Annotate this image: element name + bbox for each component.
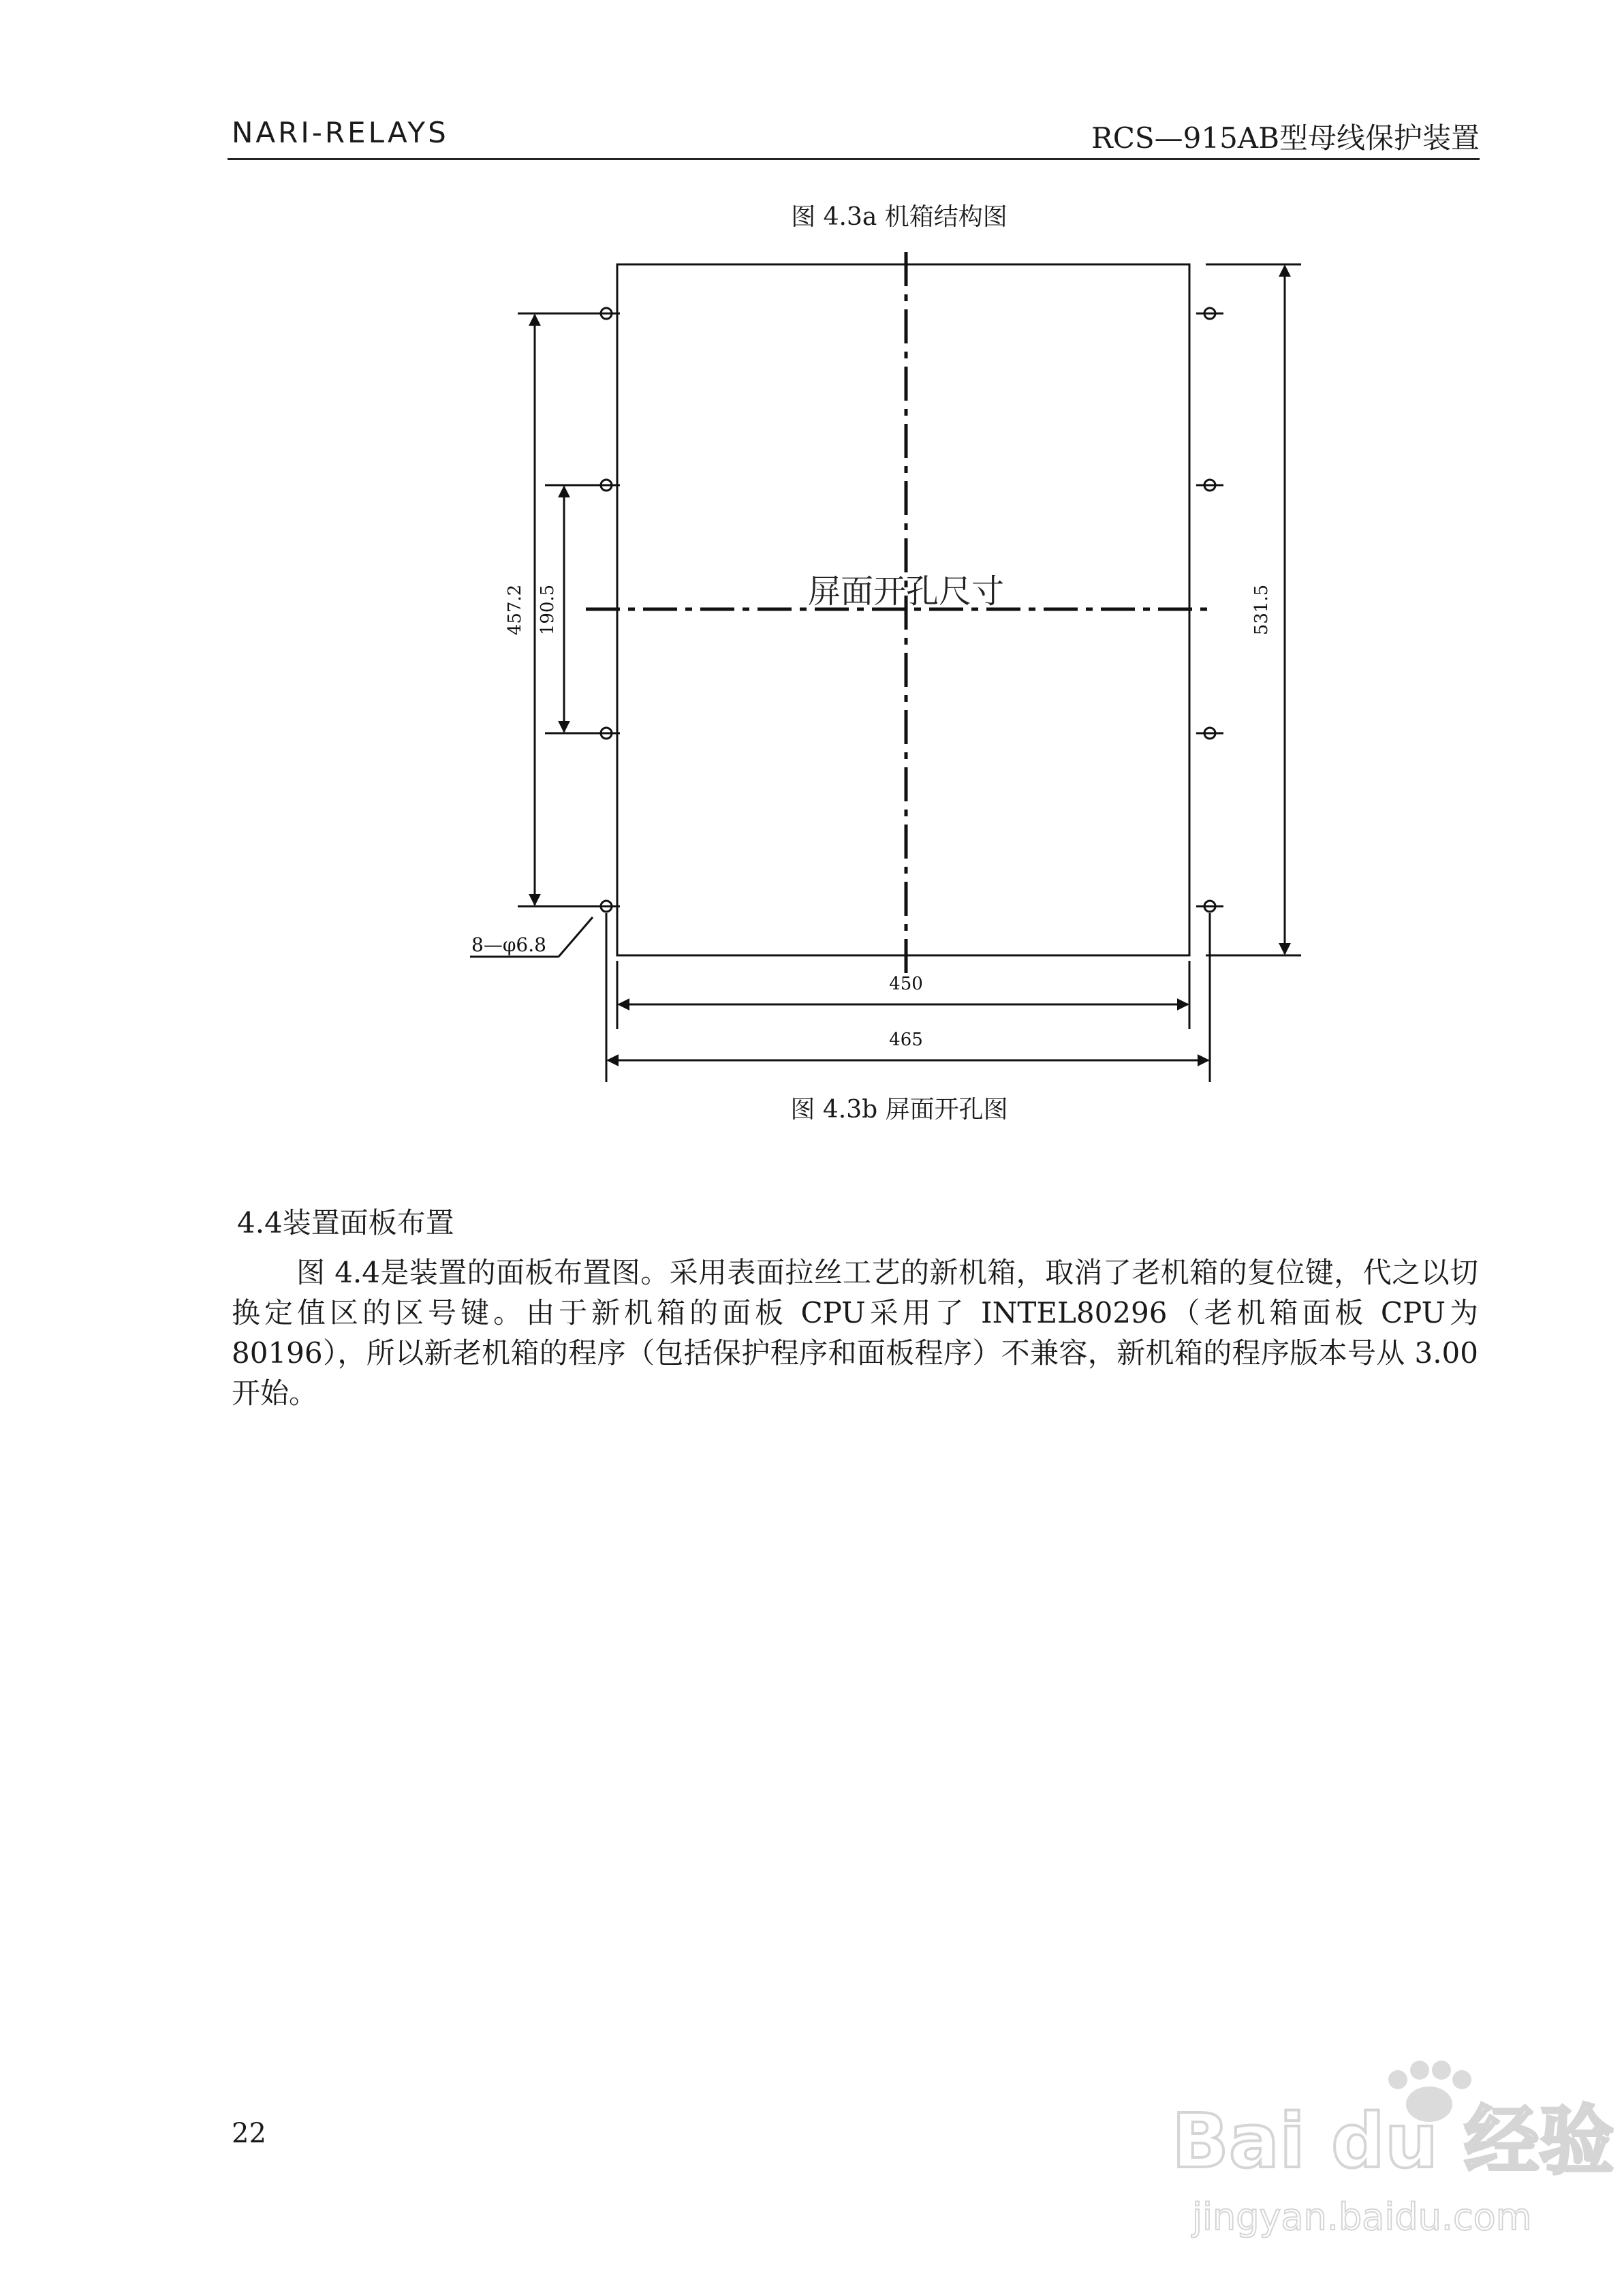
watermark-url: jingyan.baidu.com xyxy=(1192,2196,1532,2238)
dim-label-outer-height: 457.2 xyxy=(505,584,525,636)
dim-label-inner-height: 190.5 xyxy=(537,584,558,636)
dimension-inner-width xyxy=(617,961,1189,1029)
header-left-text: NARI-RELAYS xyxy=(232,116,449,149)
body-paragraph: 图 4.4是装置的面板布置图。采用表面拉丝工艺的新机箱，取消了老机箱的复位键，代之以切换定值区的区号键。由于新机箱的面板 CPU采用了 INTEL80296（老机箱面板 CPU为 80196），所以新老机箱的程序（包括保护程序和面板程序）不兼容，新机箱的程序版本号从 3.00开始。 xyxy=(232,1256,1478,1410)
section-heading: 4.4装置面板布置 xyxy=(237,1206,454,1239)
header-right-text: RCS—915AB型母线保护装置 xyxy=(1091,121,1480,155)
figure-caption-a: 图 4.3a 机箱结构图 xyxy=(791,203,1008,231)
dim-label-outer-width: 465 xyxy=(889,1030,923,1050)
page-number: 22 xyxy=(232,2118,266,2149)
dim-label-right-height: 531.5 xyxy=(1251,584,1272,636)
dim-label-inner-width: 450 xyxy=(889,974,923,994)
watermark-brand: Bai du 经验 xyxy=(1172,2097,1614,2185)
baidu-watermark xyxy=(1158,2051,1614,2255)
hole-spec-label: 8—φ6.8 xyxy=(471,934,546,956)
dimension-outer-width xyxy=(606,913,1210,1082)
cutout-center-label: 屏面开孔尺寸 xyxy=(807,572,1005,611)
figure-caption-b: 图 4.3b 屏面开孔图 xyxy=(790,1096,1008,1124)
